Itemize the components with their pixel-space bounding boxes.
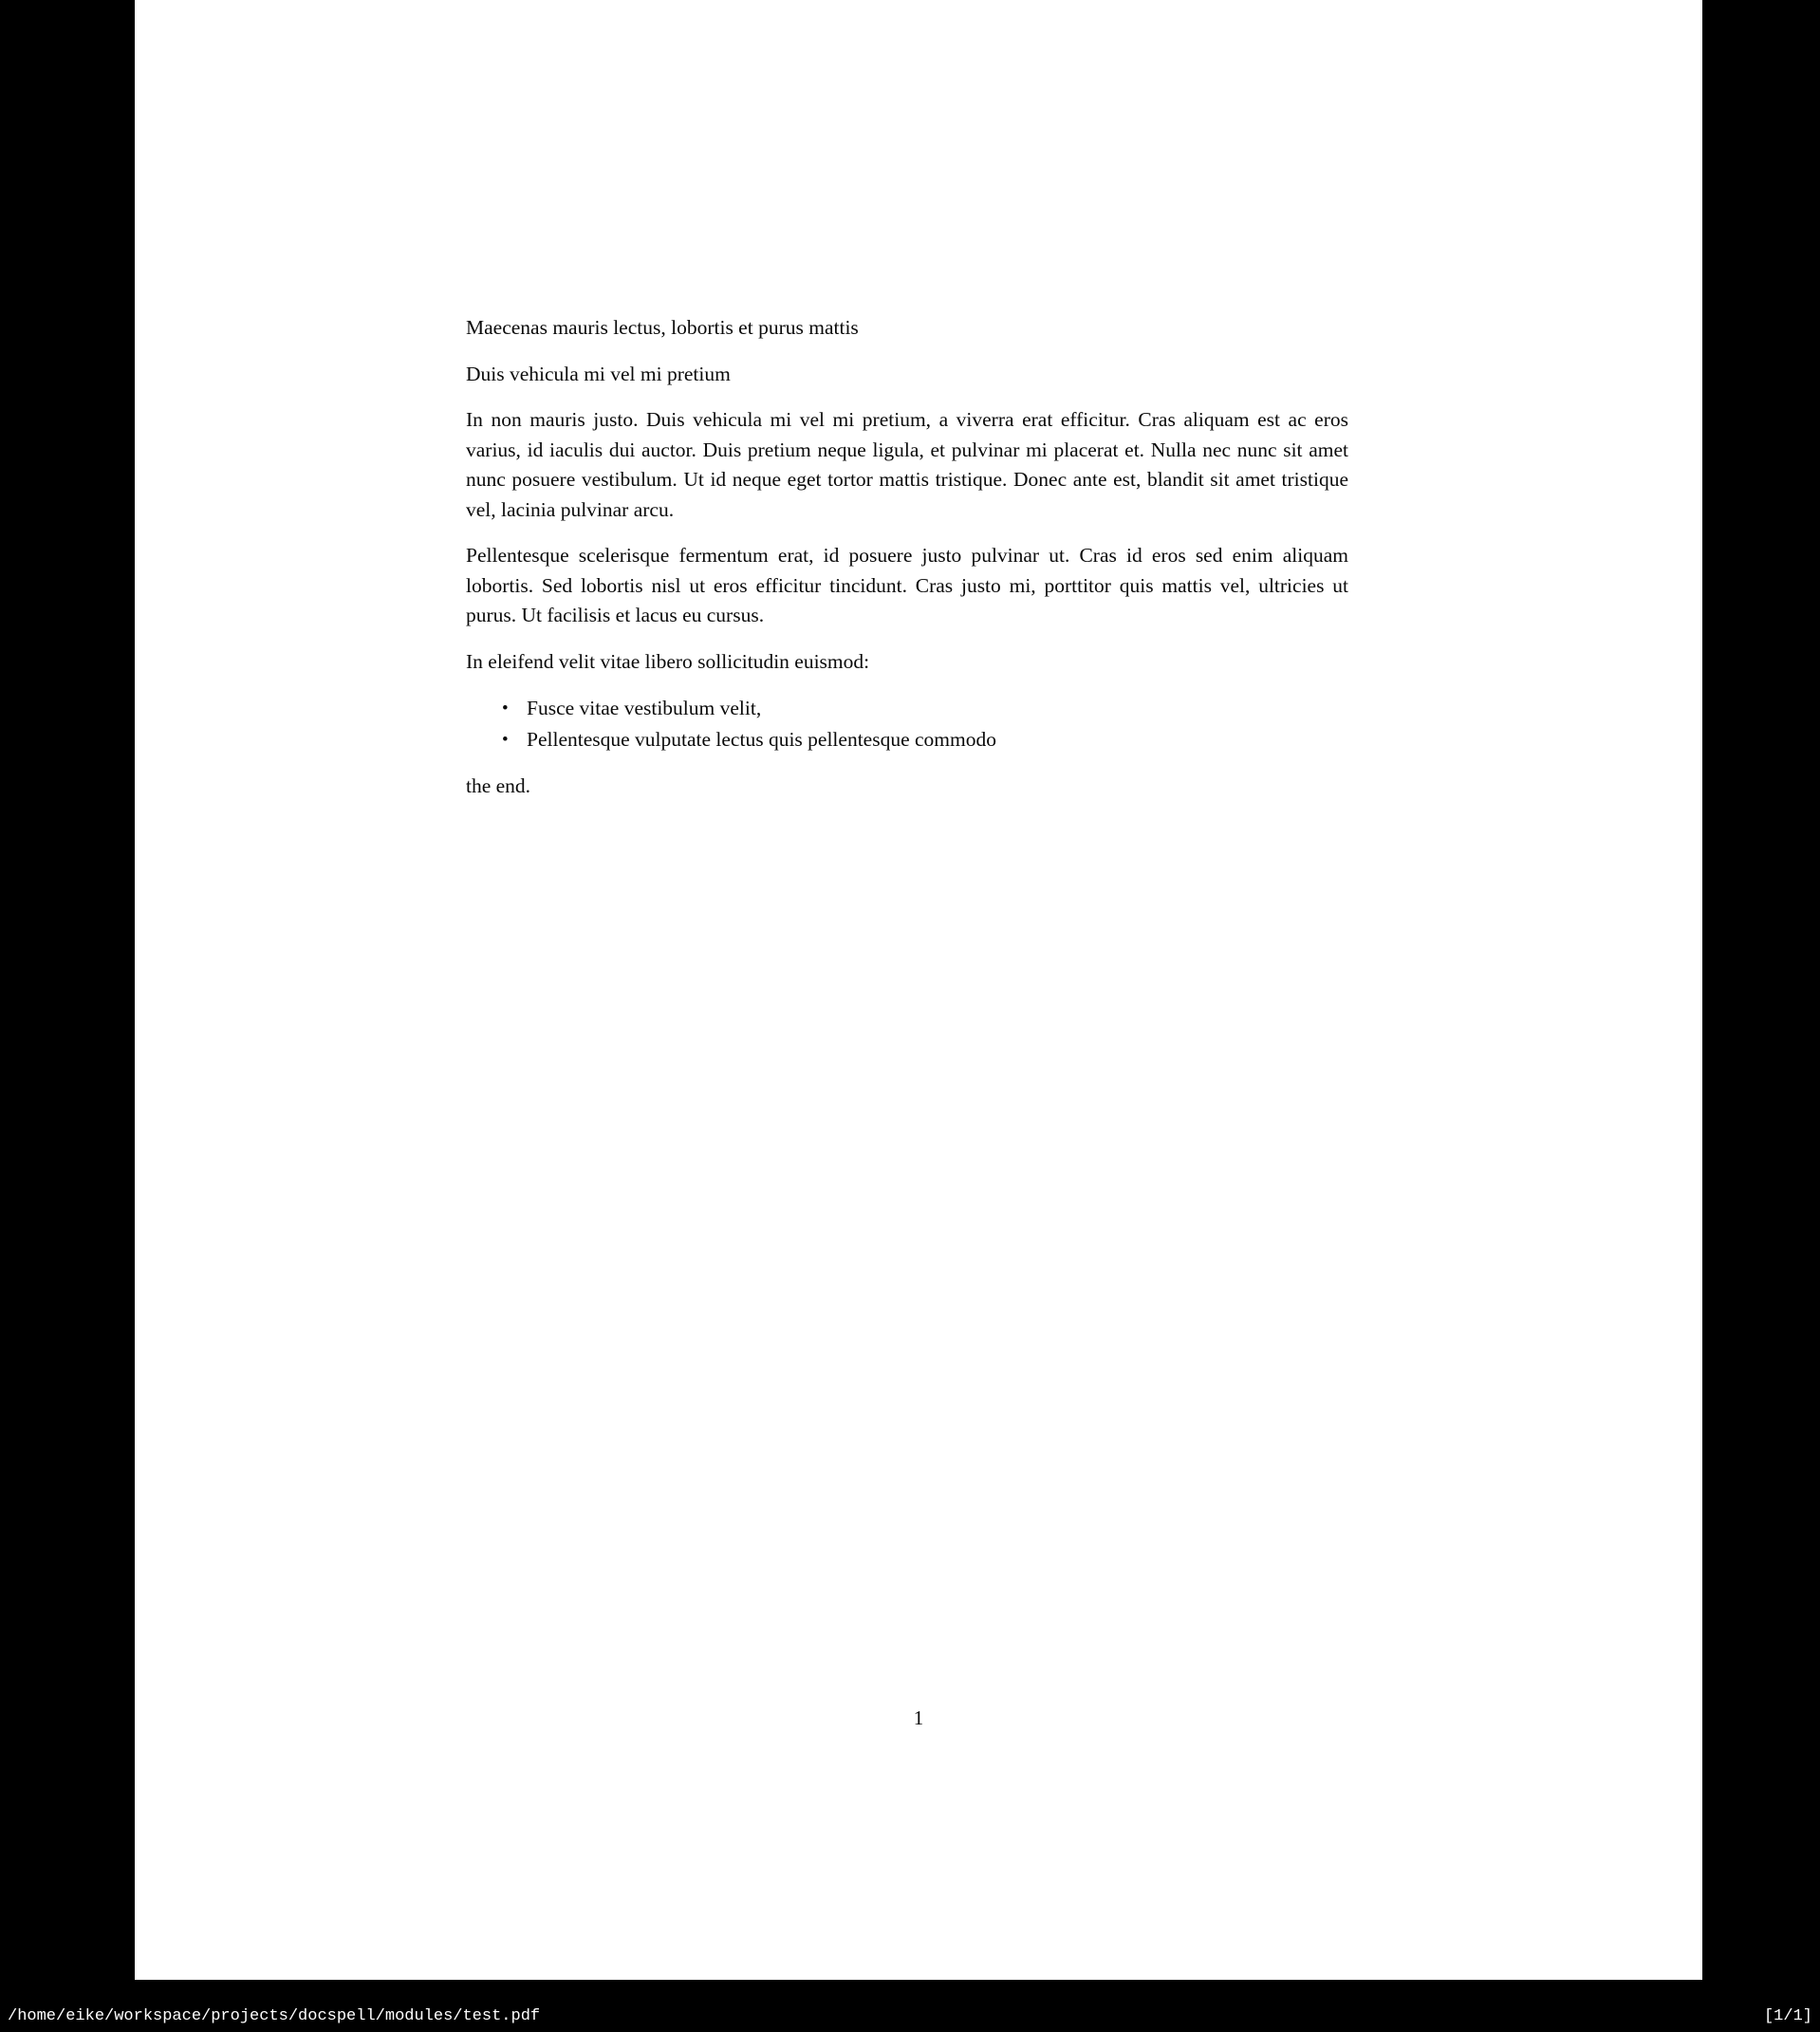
list-item: • Pellentesque vulputate lectus quis pellentesque commodo xyxy=(523,724,1348,755)
paragraph-body-2: Pellentesque scelerisque fermentum erat, id posuere justo pulvinar ut. Cras id eros sed enim aliquam lobortis. Sed lobortis nisl ut eros efficitur tincidunt. Cras justo mi, porttitor quis mattis vel, ultricies ut purus. Ut facilisis et lacus eu cursus. xyxy=(466,544,1348,626)
paragraph-heading-1: Maecenas mauris lectus, lobortis et purus mattis xyxy=(466,316,859,339)
file-path-label: /home/eike/workspace/projects/docspell/modules/test.pdf xyxy=(8,2007,541,2025)
status-bar xyxy=(0,2002,1820,2032)
paragraph-body-1: In non mauris justo. Duis vehicula mi vel mi pretium, a viverra erat efficitur. Cras aliquam est ac eros varius, id iaculis dui auctor. Duis pretium neque ligula, et pulvinar mi placerat et. Nulla nec nunc sit amet nunc posuere vestibulum. Ut id neque eget tortor mattis tristique. Donec ante est, blandit sit amet tristique vel, lacinia pulvinar arcu. xyxy=(466,408,1348,521)
bullet-list xyxy=(466,693,1348,755)
page-indicator-label: [1/1] xyxy=(1763,2007,1812,2025)
list-item: • Fusce vitae vestibulum velit, xyxy=(523,693,1348,724)
paragraph-list-intro: In eleifend velit vitae libero sollicitudin euismod: xyxy=(466,649,870,673)
paragraph-closing: the end. xyxy=(466,774,531,797)
pdf-page xyxy=(135,0,1702,1980)
document-body xyxy=(466,313,1348,818)
paragraph-heading-2: Duis vehicula mi vel mi pretium xyxy=(466,362,731,385)
page-number-footer: 1 xyxy=(913,1706,924,1729)
